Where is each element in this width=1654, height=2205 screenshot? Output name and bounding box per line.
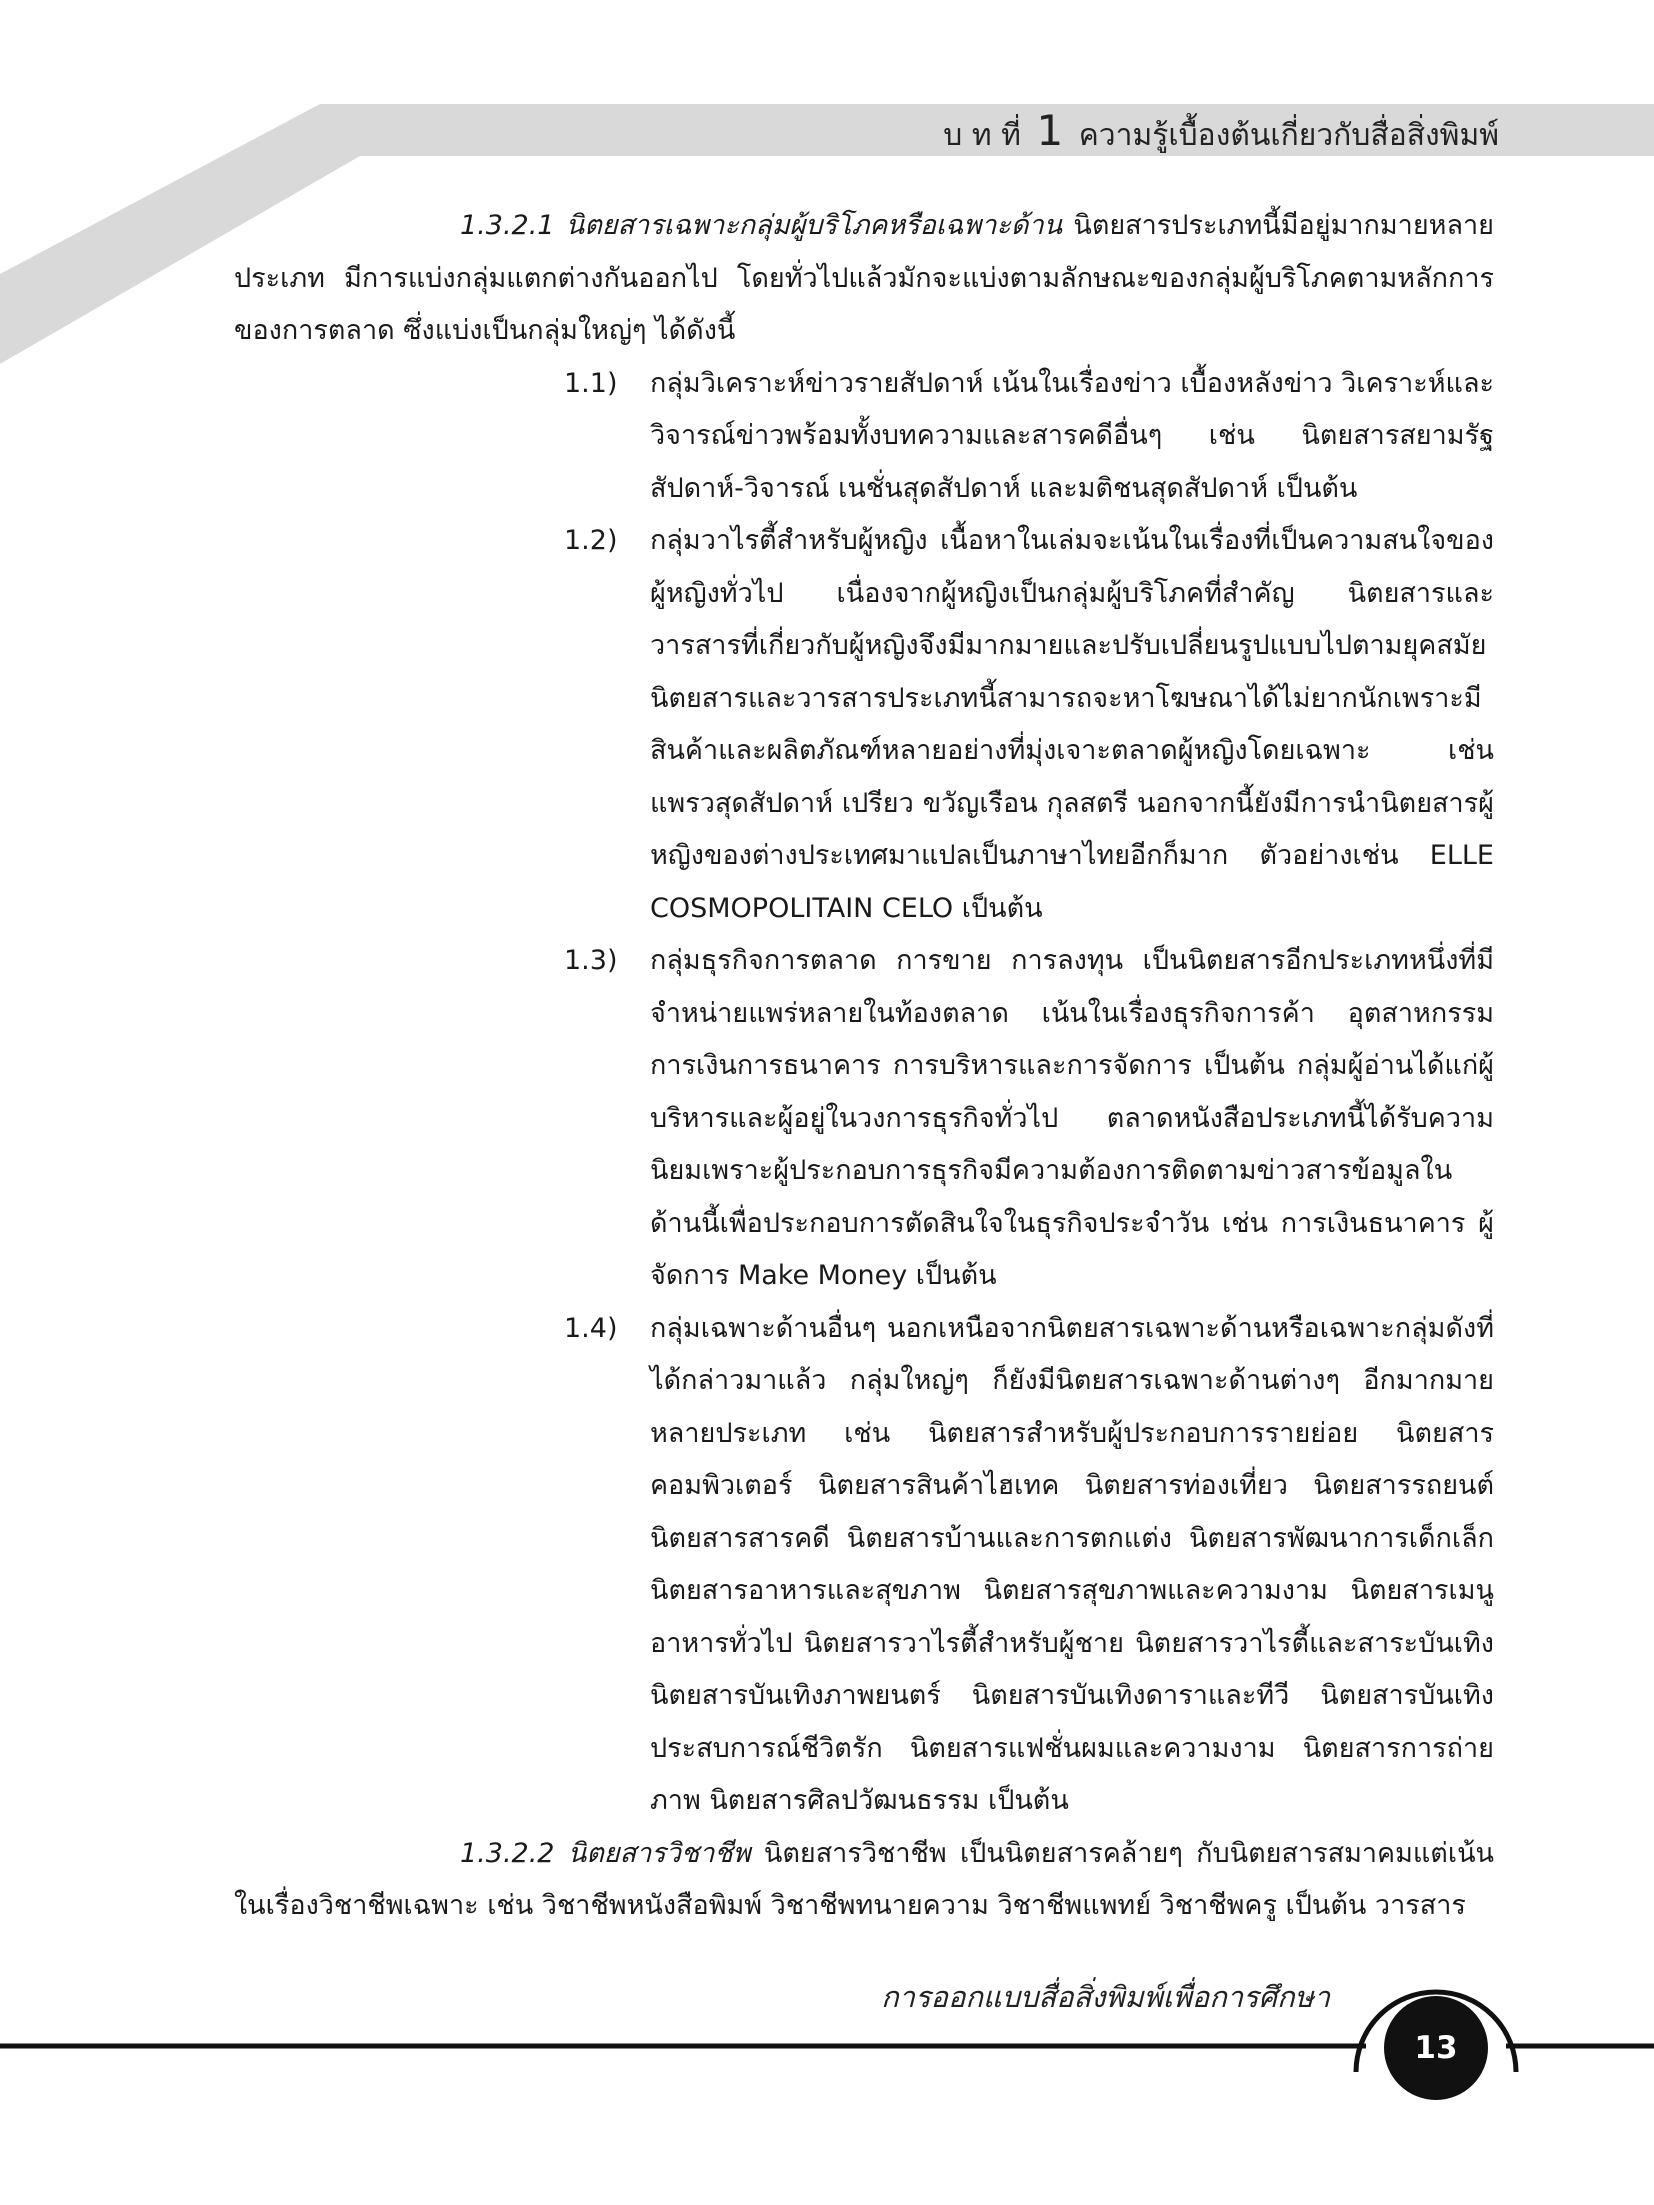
section-title: นิตยสารวิชาชีพ <box>567 1837 751 1869</box>
list-item <box>564 515 1494 935</box>
list-item <box>564 358 1494 516</box>
item-number: 1.2) <box>564 525 618 556</box>
page-content <box>234 200 1494 1933</box>
item-text: กลุ่มวาไรตี้สำหรับผู้หญิง เนื้อหาในเล่มจะเน้นในเรื่องที่เป็นความสนใจของผู้หญิงทั่วไป เนื่องจากผู้หญิงเป็นกลุ่มผู้บริโภคที่สำคัญ นิตยสารและวารสารที่เกี่ยวกับผู้หญิงจึงมีมากมายและปรับเปลี่ยนรูปแบบไปตามยุคสมัย นิตยสารและวารสารประเภทนี้สามารถจะหาโฆษณาได้ไม่ยากนักเพราะมีสินค้าและผลิตภัณฑ์หลายอย่างที่มุ่งเจาะตลาดผู้หญิงโดยเฉพาะ เช่น แพรวสุดสัปดาห์ เปรียว ขวัญเรือน กุลสตรี นอกจากนี้ยังมีการนำนิตยสารผู้หญิงของต่างประเทศมาแปลเป็นภาษาไทยอีกก็มาก ตัวอย่างเช่น ELLE COSMOPOLITAIN CELO เป็นต้น <box>650 525 1494 924</box>
section-title: นิตยสารเฉพาะกลุ่มผู้บริโภคหรือเฉพาะด้าน <box>565 210 1063 241</box>
section-body: นิตยสารประเภทนี้มีอยู่มากมายหลายประเภท มีการแบ่งกลุ่มแตกต่างกันออกไป โดยทั่วไปแล้วมักจะแบ่งตามลักษณะของกลุ่มผู้บริโภคตามหลักการของการตลาด ซึ่งแบ่งเป็นกลุ่มใหญ่ๆ ได้ดังนี้ <box>234 210 1494 346</box>
section-number: 1.3.2.2 <box>460 1837 555 1869</box>
section-1-3-2-1 <box>234 200 1494 358</box>
item-number: 1.4) <box>564 1312 618 1344</box>
list-item <box>564 935 1494 1303</box>
page-number: 13 <box>1414 2030 1458 2066</box>
item-list <box>564 358 1494 1828</box>
item-number: 1.1) <box>564 367 618 399</box>
item-number: 1.3) <box>564 945 618 976</box>
section-1-3-2-2 <box>234 1828 1494 1933</box>
list-item <box>564 1303 1494 1828</box>
chapter-prefix: บ ท ที่ <box>943 118 1021 153</box>
section-body: นิตยสารวิชาชีพ เป็นนิตยสารคล้ายๆ กับนิตยสารสมาคมแต่เน้นในเรื่องวิชาชีพเฉพาะ เช่น วิชาชีพหนังสือพิมพ์ วิชาชีพทนายความ วิชาชีพแพทย์ วิชาชีพครู เป็นต้น วารสาร <box>234 1837 1494 1921</box>
chapter-number: 1 <box>1036 106 1064 155</box>
running-head <box>943 106 1499 159</box>
item-text: กลุ่มธุรกิจการตลาด การขาย การลงทุน เป็นนิตยสารอีกประเภทหนึ่งที่มีจำหน่ายแพร่หลายในท้องตลาด เน้นในเรื่องธุรกิจการค้า อุตสาหกรรม การเงินการธนาคาร การบริหารและการจัดการ เป็นต้น กลุ่มผู้อ่านได้แก่ผู้บริหารและผู้อยู่ในวงการธุรกิจทั่วไป ตลาดหนังสือประเภทนี้ได้รับความนิยมเพราะผู้ประกอบการธุรกิจมีความต้องการติดตามข่าวสารข้อมูลในด้านนี้เพื่อประกอบการตัดสินใจในธุรกิจประจำวัน เช่น การเงินธนาคาร ผู้จัดการ Make Money เป็นต้น <box>650 945 1494 1291</box>
footer-book-title: การออกแบบสื่อสิ่งพิมพ์เพื่อการศึกษา <box>881 1980 1330 2014</box>
section-number: 1.3.2.1 <box>460 210 555 241</box>
chapter-title: ความรู้เบื้องต้นเกี่ยวกับสื่อสิ่งพิมพ์ <box>1078 118 1499 153</box>
item-text: กลุ่มเฉพาะด้านอื่นๆ นอกเหนือจากนิตยสารเฉพาะด้านหรือเฉพาะกลุ่มดังที่ได้กล่าวมาแล้ว กลุ่มใหญ่ๆ ก็ยังมีนิตยสารเฉพาะด้านต่างๆ อีกมากมายหลายประเภท เช่น นิตยสารสำหรับผู้ประกอบการรายย่อย นิตยสารคอมพิวเตอร์ นิตยสารสินค้าไฮเทค นิตยสารท่องเที่ยว นิตยสารรถยนต์ นิตยสารสารคดี นิตยสารบ้านและการตกแต่ง นิตยสารพัฒนาการเด็กเล็ก นิตยสารอาหารและสุขภาพ นิตยสารสุขภาพและความงาม นิตยสารเมนูอาหารทั่วไป นิตยสารวาไรตี้สำหรับผู้ชาย นิตยสารวาไรตี้และสาระบันเทิง นิตยสารบันเทิงภาพยนตร์ นิตยสารบันเทิงดาราและทีวี นิตยสารบันเทิงประสบการณ์ชีวิตรัก นิตยสารแฟชั่นผมและความงาม นิตยสารการถ่ายภาพ นิตยสารศิลปวัฒนธรรม เป็นต้น <box>650 1312 1494 1816</box>
item-text: กลุ่มวิเคราะห์ข่าวรายสัปดาห์ เน้นในเรื่องข่าว เบื้องหลังข่าว วิเคราะห์และวิจารณ์ข่าวพร้อมทั้งบทความและสารคดีอื่นๆ เช่น นิตยสารสยามรัฐสัปดาห์-วิจารณ์ เนชั่นสุดสัปดาห์ และมติชนสุดสัปดาห์ เป็นต้น <box>650 367 1494 504</box>
